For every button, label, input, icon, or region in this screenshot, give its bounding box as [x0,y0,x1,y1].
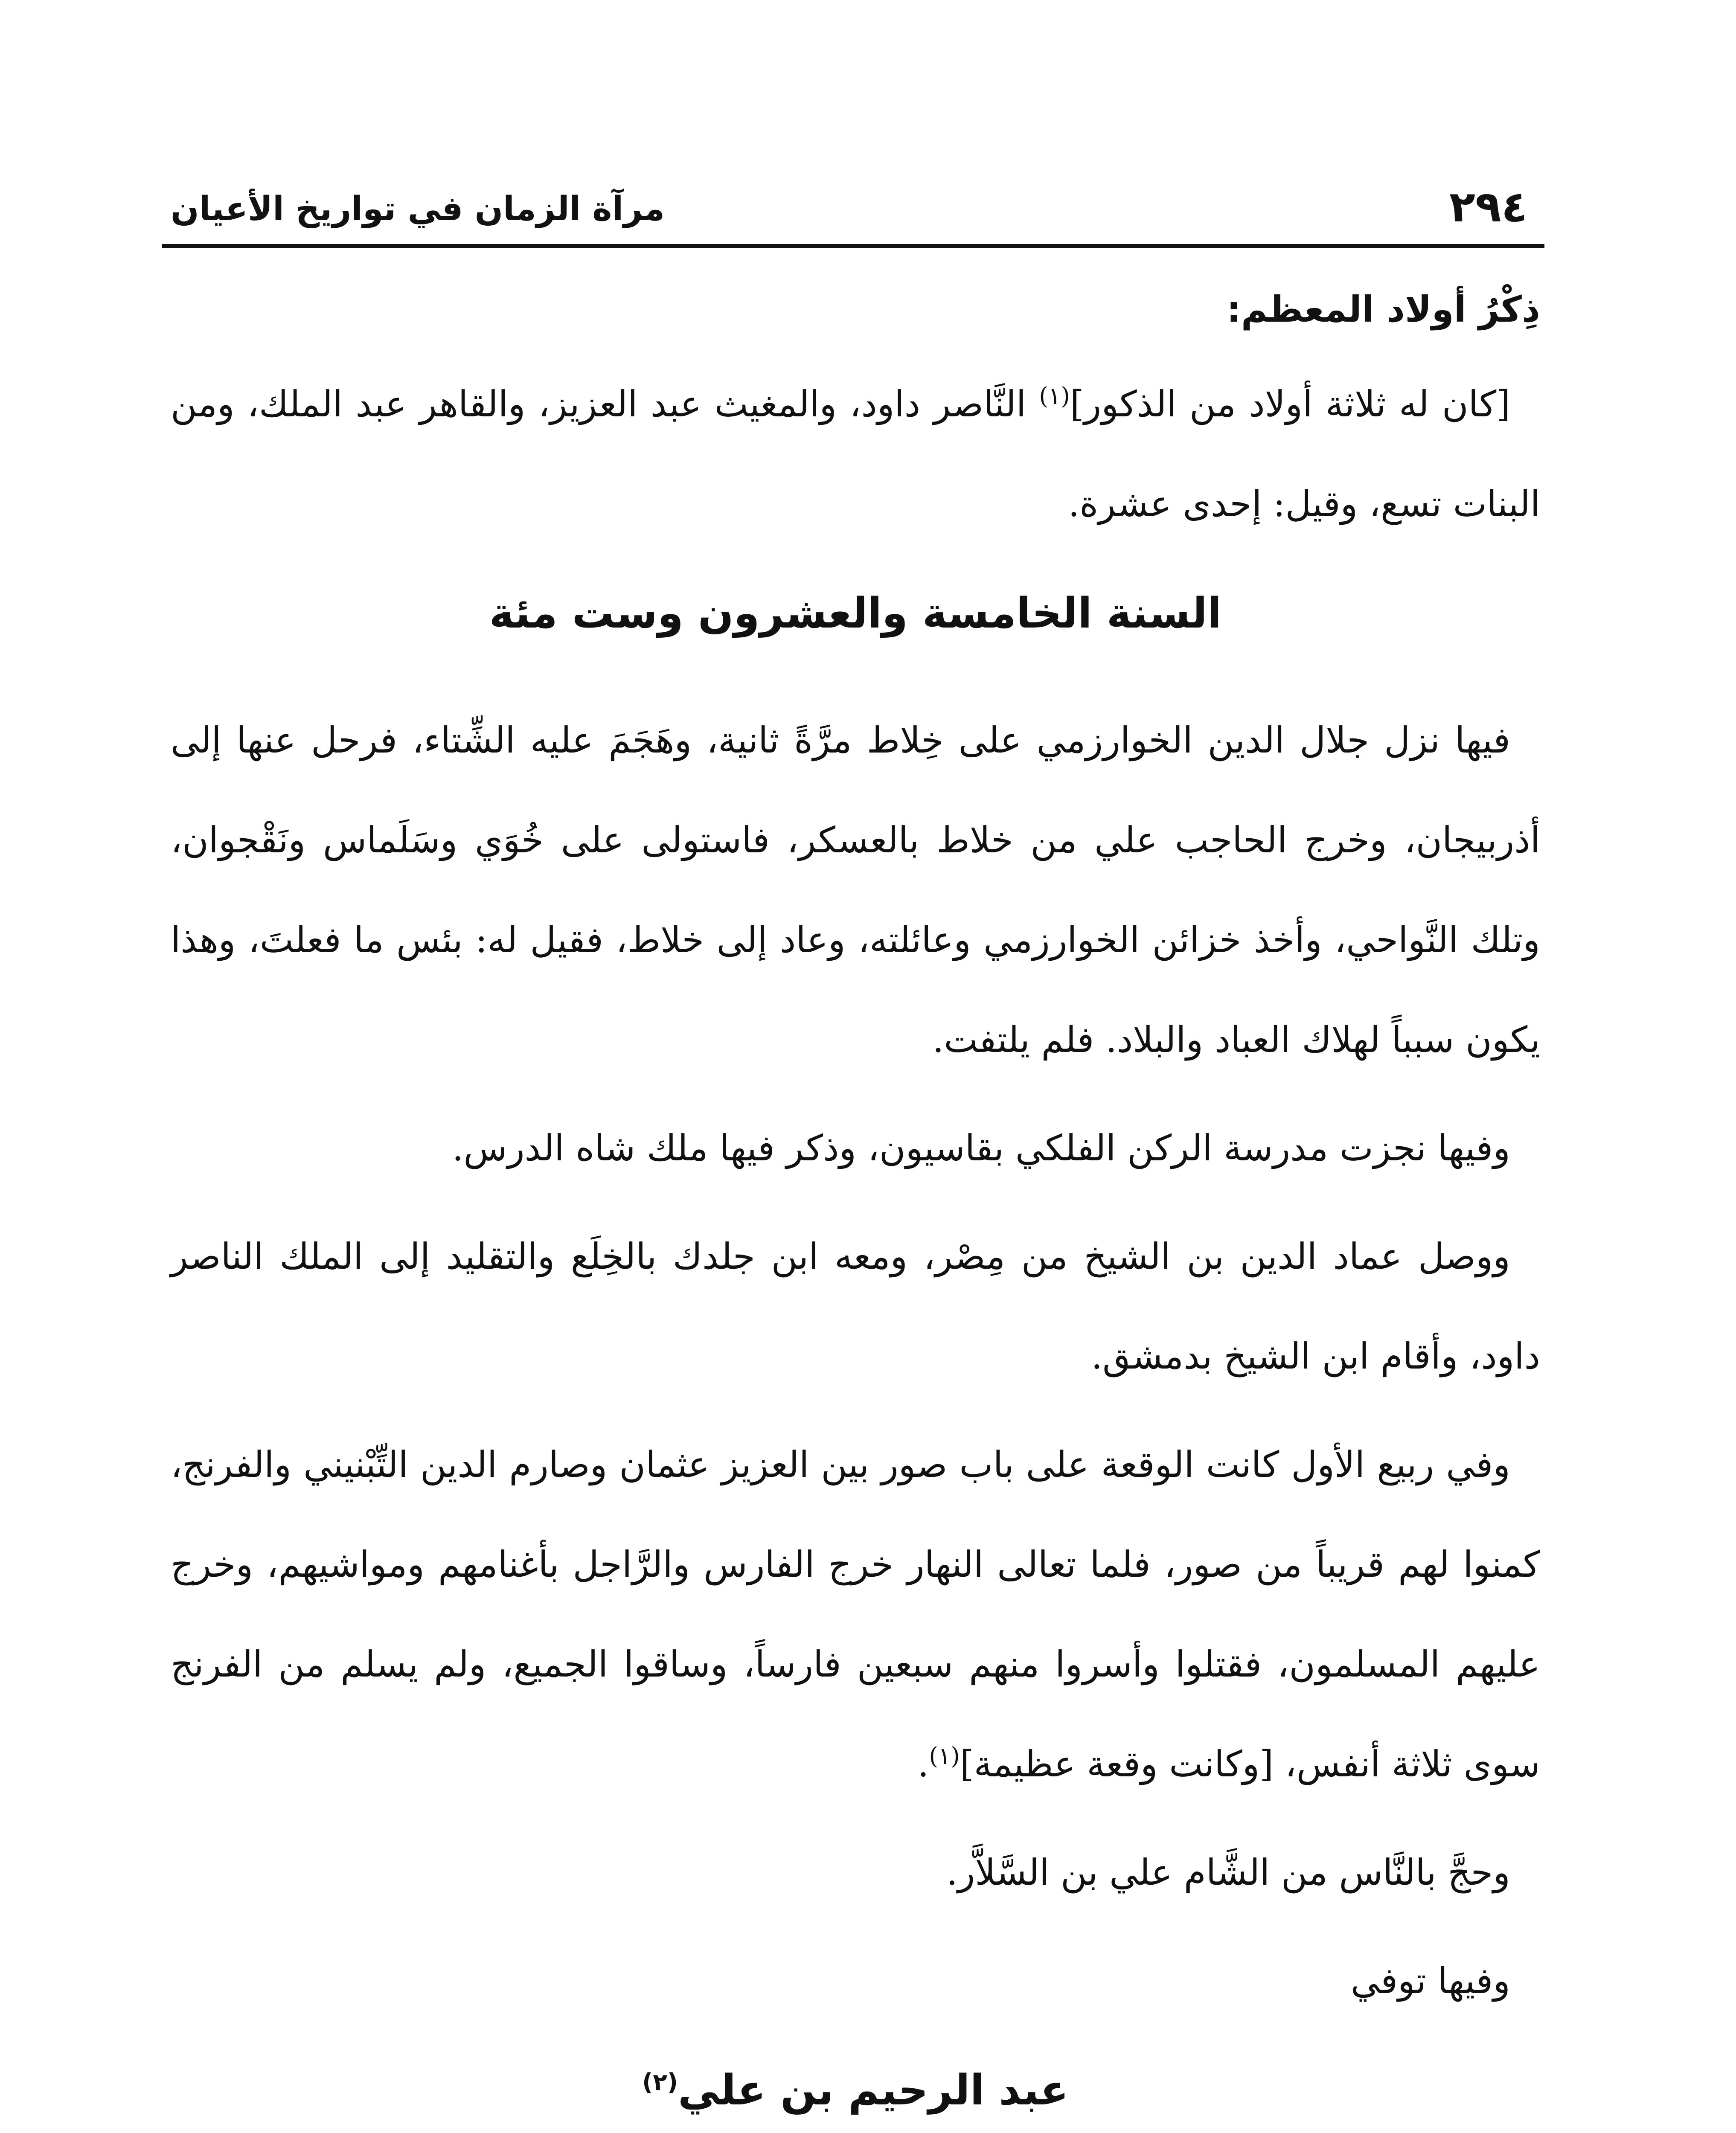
paragraph-text: . [917,1743,929,1785]
paragraph-madrasa: وفيها نجزت مدرسة الركن الفلكي بقاسيون، وذكر فيها ملك شاه الدرس. [452,1127,1510,1169]
section-title-year: السنة الخامسة والعشرون وست مئة [489,589,1222,638]
paragraph-text: [كان له ثلاثة أولاد من الذكور] [1070,383,1510,425]
footnote-ref: (٢) [642,2068,678,2096]
main-text [171,273,1540,2133]
paragraph-sons [171,354,1540,554]
running-title: مرآة الزمان في تواريخ الأعيان [171,190,665,228]
paragraph-imad-al-din: ووصل عماد الدين بن الشيخ من مِصْر، ومعه ابن جلدك بالخِلَع والتقليد إلى الملك الناصر داود، وأقام ابن الشيخ بدمشق. [171,1235,1540,1377]
biography-name: عبد الرحيم بن علي [678,2066,1069,2115]
paragraph-text: النَّاصر داود، والمغيث عبد العزيز، والقاهر عبد الملك، ومن البنات تسع، وقيل: إحدى عشرة. [171,383,1540,525]
paragraph-text: وفي ربيع الأول كانت الوقعة على باب صور بين العزيز عثمان وصارم الدين التِّبْنيني والفرنج، كمنوا لهم قريباً من صور، فلما تعالى النهار خرج الفارس والرَّاجل بأغنامهم ومواشيهم، وخرج عليهم المسلمون، فقتلوا وأسروا منهم سبعين فارساً، وساقوا الجميع، ولم يسلم من الفرنج سوى ثلاثة أنفس، [وكانت وقعة عظيمة] [171,1444,1540,1785]
header-rule [162,244,1544,248]
lead-heading: ذِكْرُ أولاد المعظم: [1227,288,1540,330]
paragraph-battle-tyre [171,1415,1540,1814]
running-header [162,171,1544,243]
paragraph-died: وفيها توفي [1350,1960,1510,2002]
biography-title [171,2043,1540,2133]
footnote-ref: (١) [929,1742,960,1770]
page-number: ٢٩٤ [1449,182,1527,232]
paragraph-khwarazmi: فيها نزل جلال الدين الخوارزمي على خِلاط مرَّةً ثانية، وهَجَمَ عليه الشِّتاء، فرحل عنها إلى أذربيجان، وخرج الحاجب علي من خلاط بالعسكر، فاستولى على خُوَي وسَلَماس ونَقْجوان، وتلك النَّواحي، وأخذ خزائن الخوارزمي وعائلته، وعاد إلى خلاط، فقيل له: بئس ما فعلتَ، وهذا يكون سبباً لهلاك العباد والبلاد. فلم يلتفت. [171,719,1540,1061]
paragraph-hajj: وحجَّ بالنَّاس من الشَّام علي بن السَّلاَّر. [946,1851,1510,1893]
footnote-ref: (١) [1039,382,1070,410]
